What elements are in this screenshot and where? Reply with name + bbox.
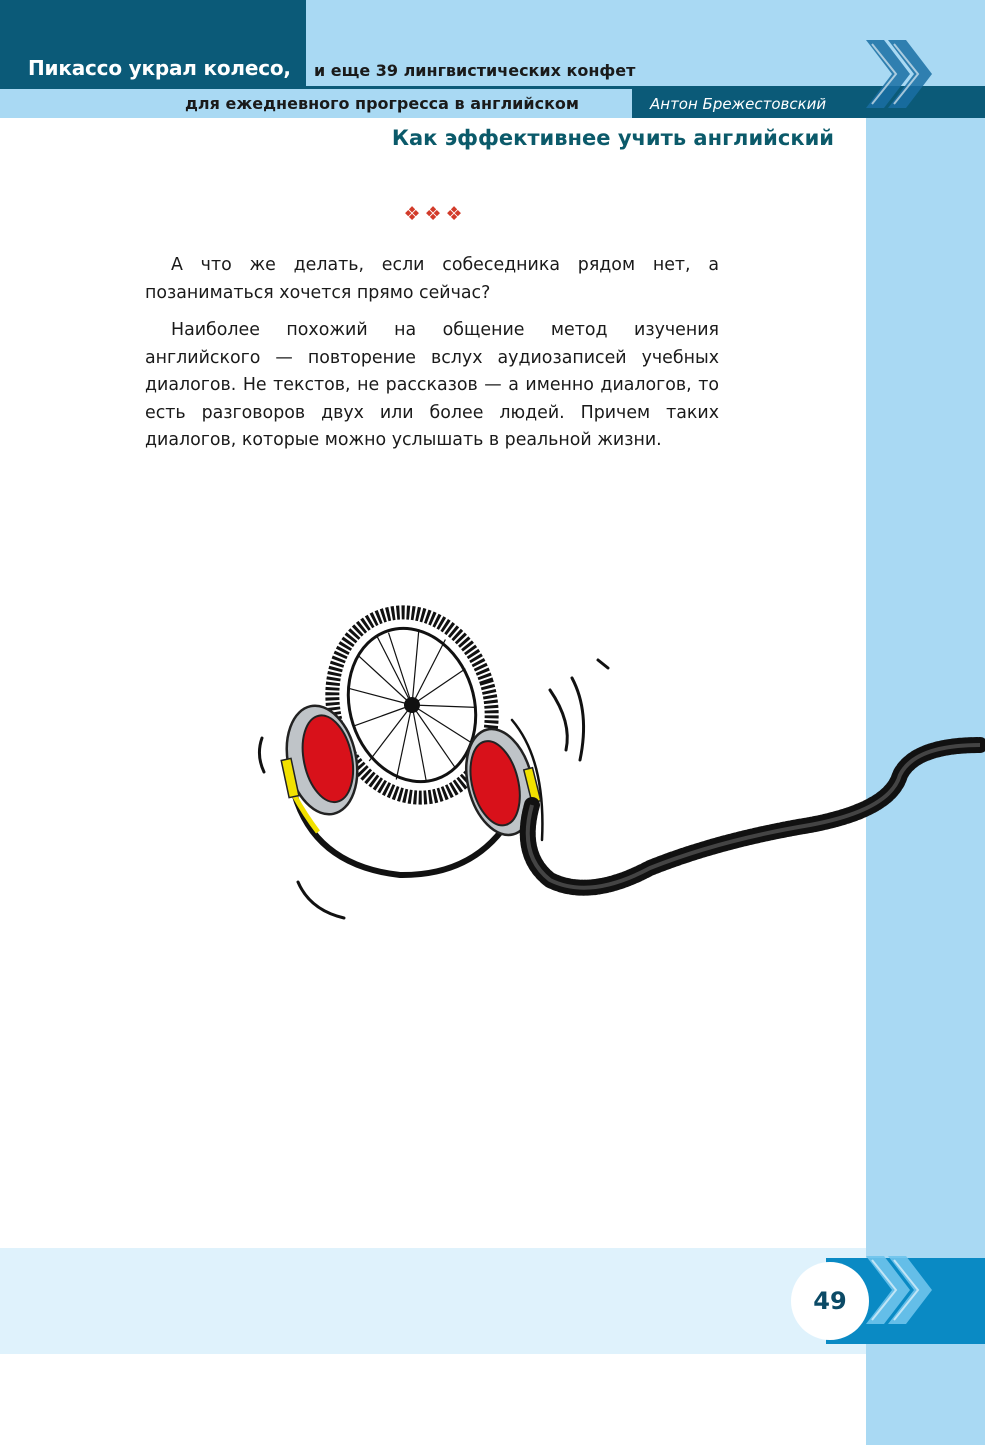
paragraph-2: Наиболее похожий на общение метод изучения английского — повторение вслух аудиозаписей учебных диалогов. Не текстов, не рассказов — а именно диалогов, то есть разговоров двух или более людей. Причем таких диалогов, которые можно услышать в реальной жизни. bbox=[145, 320, 719, 450]
ornament-divider: ❖❖❖ bbox=[403, 203, 467, 225]
book-title-continuation: и еще 39 лингвистических конфет bbox=[314, 61, 636, 80]
author-name: Антон Брежестовский bbox=[650, 95, 827, 113]
book-subtitle: для ежедневного прогресса в английском bbox=[185, 94, 579, 113]
section-title: Как эффективнее учить английский bbox=[391, 126, 834, 150]
double-chevron-icon bbox=[862, 1252, 932, 1328]
double-chevron-icon bbox=[862, 36, 932, 112]
page-number: 49 bbox=[813, 1287, 847, 1315]
wheel-headphones-icon bbox=[250, 600, 985, 930]
body-text bbox=[145, 252, 719, 465]
paragraph-1: А что же делать, если собеседника рядом нет, а позаниматься хочется прямо сейчас? bbox=[145, 255, 719, 303]
footer-band bbox=[0, 1248, 866, 1354]
page-number-badge bbox=[791, 1262, 869, 1340]
book-title: Пикассо украл колесо, bbox=[28, 56, 291, 80]
